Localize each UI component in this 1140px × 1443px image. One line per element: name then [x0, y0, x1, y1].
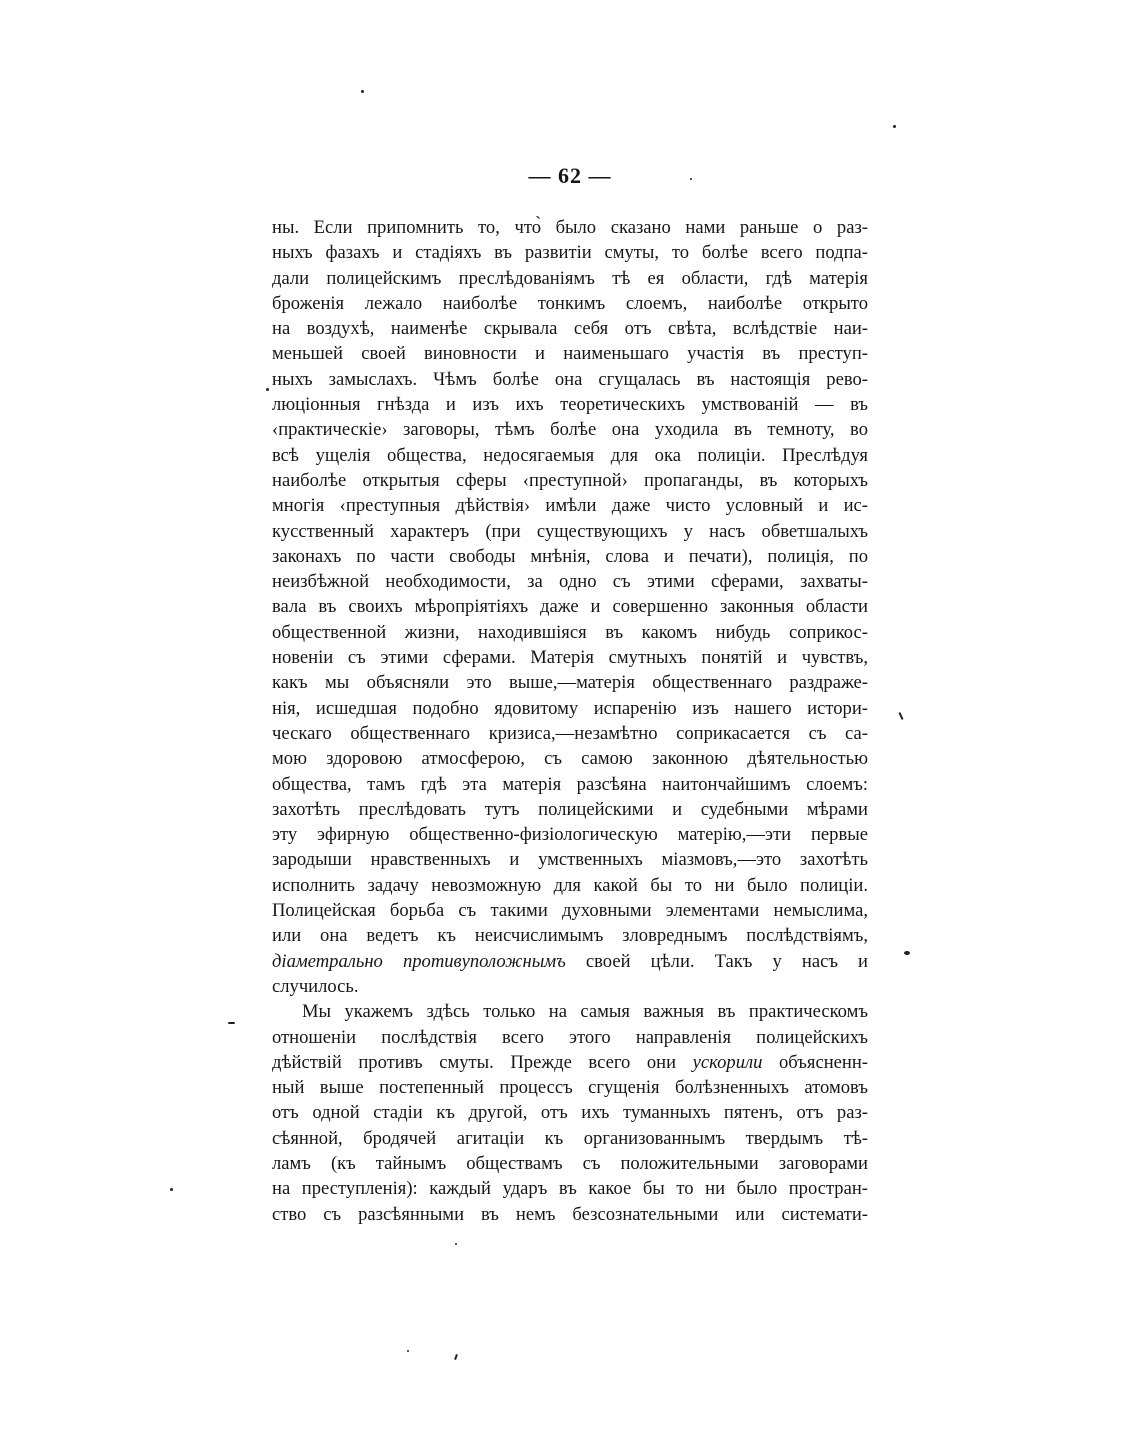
text-fragment: объясненн-	[762, 1051, 868, 1073]
text-line: вала въ своихъ мѣропріятіяхъ даже и совершенно законныя области	[272, 596, 868, 618]
scan-speck	[407, 1350, 409, 1352]
text-line: ‹практическіе› заговоры, тѣмъ болѣе она уходила въ темноту, во	[272, 419, 868, 441]
scan-speck	[904, 951, 910, 955]
text-line: исполнить задачу невозможную для какой бы то ни было полиціи.	[272, 874, 868, 896]
text-fragment: дѣйствій противъ смуты. Прежде всего они	[272, 1051, 693, 1073]
text-line: ныхъ фазахъ и стадіяхъ въ развитіи смуты, то болѣе всего подпа-	[272, 242, 868, 264]
text-line: ческаго общественнаго кризиса,—незамѣтно соприкасается съ са-	[272, 722, 868, 744]
scan-speck	[228, 1022, 235, 1024]
text-line: всѣ ущелія общества, недосягаемыя для ока полиціи. Преслѣдуя	[272, 444, 868, 466]
text-line: общества, тамъ гдѣ эта матерія разсѣяна наитончайшимъ слоемъ:	[272, 773, 868, 795]
paragraph-end-line: случилось.	[272, 975, 359, 997]
italic-word: ускорили	[692, 1051, 763, 1073]
scan-speck	[690, 178, 692, 180]
text-line-with-italic	[272, 949, 868, 974]
text-line: зародыши нравственныхъ и умственныхъ міазмовъ,—это захотѣть	[272, 849, 868, 871]
text-line: или она ведетъ къ неисчислимымъ зловреднымъ послѣдствіямъ,	[272, 925, 868, 947]
scan-speck	[898, 712, 903, 720]
text-line: многія ‹преступныя дѣйствія› имѣли даже чисто условный и ис-	[272, 495, 868, 517]
text-line: ство съ разсѣянными въ немъ безсознательными или системати-	[272, 1203, 868, 1225]
text-line: отъ одной стадіи къ другой, отъ ихъ туманныхъ пятенъ, отъ раз-	[272, 1102, 868, 1124]
text-line: общественной жизни, находившіяся въ какомъ нибудь соприкос-	[272, 621, 868, 643]
text-line: сѣянной, бродячей агитаціи къ организованнымъ твердымъ тѣ-	[272, 1127, 868, 1149]
text-fragment: своей цѣли. Такъ у насъ и	[565, 950, 868, 972]
paragraph-2	[272, 999, 868, 1227]
text-line: ный выше постепенный процессъ сгущенія болѣзненныхъ атомовъ	[272, 1077, 868, 1099]
italic-phrase: діаметрально противуположнымъ	[272, 950, 566, 972]
scan-speck	[170, 1188, 173, 1191]
text-line: какъ мы объясняли это выше,—матерія общественнаго раздраже-	[272, 672, 868, 694]
scan-speck	[455, 1243, 457, 1245]
text-line: дали полицейскимъ преслѣдованіямъ тѣ ея области, гдѣ матерія	[272, 267, 868, 289]
text-line: на преступленія): каждый ударъ въ какое бы то ни было простран-	[272, 1178, 868, 1200]
text-line: на воздухѣ, наименѣе скрывала себя отъ свѣта, вслѣдствіе наи-	[272, 318, 868, 340]
text-line: мою здоровою атмосферою, съ самою законною дѣятельностью	[272, 748, 868, 770]
text-line: нія, исшедшая подобно ядовитому испаренію изъ нашего истори-	[272, 697, 868, 719]
scan-speck	[893, 125, 896, 128]
text-line: ламъ (къ тайнымъ обществамъ съ положительными заговорами	[272, 1152, 868, 1174]
scan-speck	[454, 1354, 458, 1360]
text-line: люціонныя гнѣзда и изъ ихъ теоретическихъ умствованій — въ	[272, 394, 868, 416]
text-line: броженія лежало наиболѣе тонкимъ слоемъ, наиболѣе открыто	[272, 292, 868, 314]
text-line: отношеніи послѣдствія всего этого направленія полицейскихъ	[272, 1026, 868, 1048]
text-line: ны. Если припомнить то, что̀ было сказано нами раньше о раз-	[272, 217, 868, 238]
text-line-with-italic	[272, 1050, 868, 1075]
text-line: Мы укажемъ здѣсь только на самыя важныя въ практическомъ	[302, 1001, 868, 1023]
text-line: захотѣть преслѣдовать тутъ полицейскими и судебными мѣрами	[272, 798, 868, 820]
scan-speck	[266, 388, 269, 391]
scan-speck	[361, 90, 364, 93]
paragraph-1	[272, 215, 868, 999]
text-line: новеніи съ этими сферами. Матерія смутныхъ понятій и чувствъ,	[272, 647, 868, 669]
text-line: наиболѣе открытыя сферы ‹преступной› пропаганды, въ которыхъ	[272, 469, 868, 491]
text-line: законахъ по части свободы мнѣнія, слова и печати), полиція, по	[272, 545, 868, 567]
text-line: Полицейская борьба съ такими духовными элементами немыслима,	[272, 900, 868, 922]
page-number: — 62 —	[528, 163, 612, 188]
body-text	[272, 215, 868, 1227]
text-line: меньшей своей виновности и наименьшаго участія въ преступ-	[272, 343, 868, 365]
text-line: эту эфирную общественно-физіологическую матерію,—эти первые	[272, 824, 868, 846]
text-line: неизбѣжной необходимости, за одно съ этими сферами, захваты-	[272, 571, 868, 593]
text-line: кусственный характеръ (при существующихъ у насъ обветшалыхъ	[272, 520, 868, 542]
text-line: ныхъ замыслахъ. Чѣмъ болѣе она сгущалась въ настоящія рево-	[272, 368, 868, 390]
